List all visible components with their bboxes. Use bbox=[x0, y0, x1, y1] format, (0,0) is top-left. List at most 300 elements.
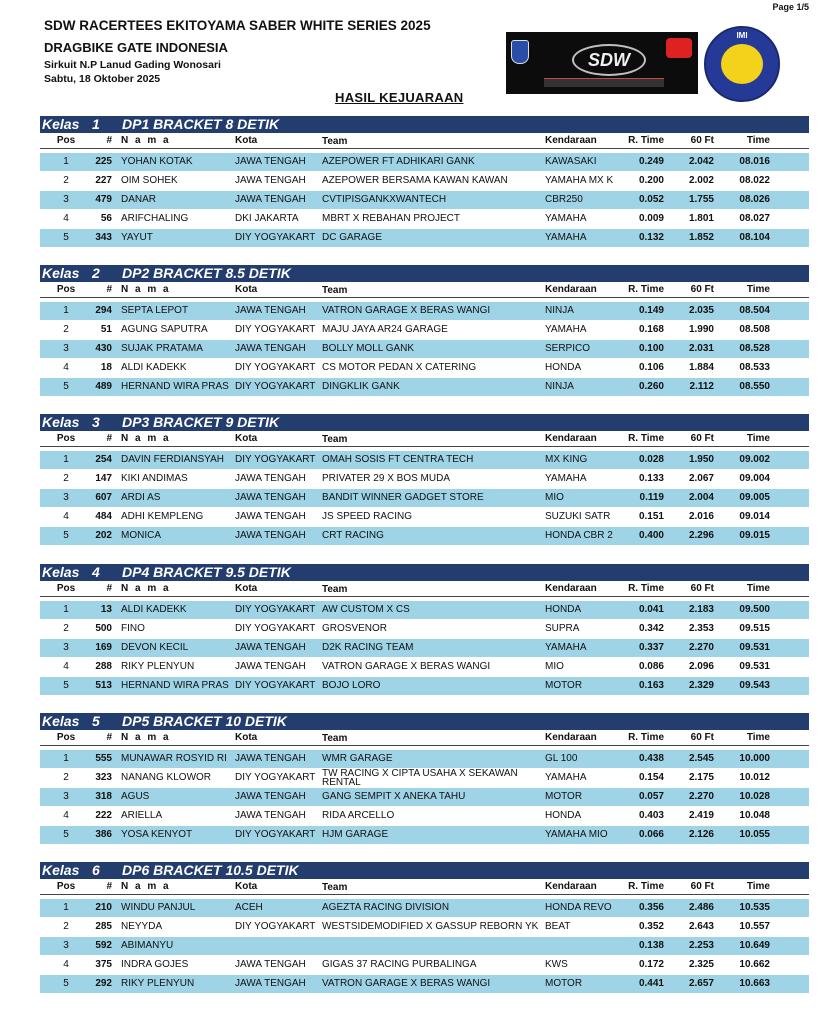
city-cell: DIY YOGYAKART bbox=[235, 324, 316, 335]
team-cell: BANDIT WINNER GADGET STORE bbox=[322, 492, 484, 503]
col-nama: N a m a bbox=[121, 732, 171, 743]
sixty-ft-cell: 2.067 bbox=[688, 473, 714, 484]
vehicle-cell: HONDA CBR 2 bbox=[545, 530, 613, 541]
sixty-ft-cell: 2.643 bbox=[688, 921, 714, 932]
number-cell: 292 bbox=[95, 978, 112, 989]
event-title: SDW RACERTEES EKITOYAMA SABER WHITE SERIES 2025 bbox=[44, 18, 431, 33]
col-team: Team bbox=[322, 882, 348, 893]
col-60ft: 60 Ft bbox=[690, 881, 714, 892]
reaction-time-cell: 0.009 bbox=[638, 213, 664, 224]
class-number: 5 bbox=[92, 713, 100, 729]
city-cell: DIY YOGYAKART bbox=[235, 362, 316, 373]
column-header-row bbox=[40, 879, 809, 895]
vehicle-cell: YAMAHA bbox=[545, 473, 587, 484]
class-name: DP2 BRACKET 8.5 DETIK bbox=[122, 265, 291, 281]
time-cell: 08.026 bbox=[739, 194, 770, 205]
city-cell: JAWA TENGAH bbox=[235, 661, 306, 672]
class-name: DP3 BRACKET 9 DETIK bbox=[122, 414, 280, 430]
pos-cell: 5 bbox=[63, 978, 69, 989]
city-cell: DIY YOGYAKART bbox=[235, 680, 316, 691]
col-pos: Pos bbox=[56, 583, 76, 594]
vehicle-cell: SUZUKI SATR bbox=[545, 511, 611, 522]
vehicle-cell: MOTOR bbox=[545, 978, 583, 989]
sixty-ft-cell: 2.329 bbox=[688, 680, 714, 691]
col-kendaraan: Kendaraan bbox=[545, 135, 597, 146]
team-cell: OMAH SOSIS FT CENTRA TECH bbox=[322, 454, 474, 465]
pos-cell: 5 bbox=[63, 829, 69, 840]
col-pos: Pos bbox=[56, 433, 76, 444]
city-cell: JAWA TENGAH bbox=[235, 194, 306, 205]
col-team: Team bbox=[322, 136, 348, 147]
reaction-time-cell: 0.438 bbox=[638, 753, 664, 764]
time-cell: 08.022 bbox=[739, 175, 770, 186]
time-cell: 08.550 bbox=[739, 381, 770, 392]
team-cell: GANG SEMPIT X ANEKA TAHU bbox=[322, 791, 466, 802]
table-row bbox=[40, 229, 809, 247]
col-number: # bbox=[106, 433, 112, 444]
number-cell: 210 bbox=[95, 902, 112, 913]
reaction-time-cell: 0.066 bbox=[638, 829, 664, 840]
time-cell: 09.005 bbox=[739, 492, 770, 503]
city-cell: DIY YOGYAKART bbox=[235, 921, 316, 932]
page-number: Page 1/5 bbox=[772, 2, 809, 12]
class-label: Kelas bbox=[42, 116, 80, 132]
col-nama: N a m a bbox=[121, 284, 171, 295]
sixty-ft-cell: 2.545 bbox=[688, 753, 714, 764]
table-row bbox=[40, 508, 809, 526]
class-header-bar bbox=[40, 414, 809, 431]
team-cell: JS SPEED RACING bbox=[322, 511, 413, 522]
team-cell: MBRT X REBAHAN PROJECT bbox=[322, 213, 460, 224]
name-cell: MUNAWAR ROSYID RI bbox=[121, 753, 227, 764]
sixty-ft-cell: 2.325 bbox=[688, 959, 714, 970]
table-row bbox=[40, 677, 809, 695]
vehicle-cell: MIO bbox=[545, 492, 564, 503]
col-kota: Kota bbox=[235, 732, 258, 743]
reaction-time-cell: 0.441 bbox=[638, 978, 664, 989]
number-cell: 592 bbox=[95, 940, 112, 951]
pos-cell: 2 bbox=[63, 772, 69, 783]
city-cell: JAWA TENGAH bbox=[235, 343, 306, 354]
col-team: Team bbox=[322, 733, 348, 744]
sixty-ft-cell: 2.270 bbox=[688, 642, 714, 653]
sdw-sponsor-logo bbox=[506, 32, 698, 94]
table-row bbox=[40, 359, 809, 377]
sixty-ft-cell: 2.016 bbox=[688, 511, 714, 522]
col-time: Time bbox=[746, 583, 770, 594]
col-number: # bbox=[106, 135, 112, 146]
reaction-time-cell: 0.086 bbox=[638, 661, 664, 672]
column-header-row bbox=[40, 282, 809, 298]
time-cell: 08.504 bbox=[739, 305, 770, 316]
number-cell: 375 bbox=[95, 959, 112, 970]
event-venue: Sirkuit N.P Lanud Gading Wonosari bbox=[44, 59, 221, 71]
column-header-row bbox=[40, 133, 809, 149]
number-cell: 489 bbox=[95, 381, 112, 392]
reaction-time-cell: 0.133 bbox=[638, 473, 664, 484]
city-cell: DIY YOGYAKART bbox=[235, 604, 316, 615]
imi-logo-text: IMI bbox=[736, 31, 748, 40]
time-cell: 10.662 bbox=[739, 959, 770, 970]
name-cell: RIKY PLENYUN bbox=[121, 978, 195, 989]
table-row bbox=[40, 470, 809, 488]
time-cell: 08.104 bbox=[739, 232, 770, 243]
vehicle-cell: HONDA bbox=[545, 810, 582, 821]
sponsor-badge-icon bbox=[666, 38, 692, 58]
city-cell: DIY YOGYAKART bbox=[235, 623, 316, 634]
reaction-time-cell: 0.151 bbox=[638, 511, 664, 522]
table-row bbox=[40, 527, 809, 545]
name-cell: RIKY PLENYUN bbox=[121, 661, 195, 672]
sixty-ft-cell: 2.035 bbox=[688, 305, 714, 316]
city-cell: JAWA TENGAH bbox=[235, 305, 306, 316]
team-cell: DC GARAGE bbox=[322, 232, 383, 243]
table-row bbox=[40, 210, 809, 228]
table-row bbox=[40, 172, 809, 190]
team-cell: AZEPOWER FT ADHIKARI GANK bbox=[322, 156, 475, 167]
pos-cell: 4 bbox=[63, 213, 69, 224]
sixty-ft-cell: 1.755 bbox=[688, 194, 714, 205]
reaction-time-cell: 0.052 bbox=[638, 194, 664, 205]
team-cell: GIGAS 37 RACING PURBALINGA bbox=[322, 959, 477, 970]
reaction-time-cell: 0.154 bbox=[638, 772, 664, 783]
number-cell: 222 bbox=[95, 810, 112, 821]
time-cell: 09.531 bbox=[739, 661, 770, 672]
reaction-time-cell: 0.352 bbox=[638, 921, 664, 932]
table-row bbox=[40, 975, 809, 993]
sdw-logo-text: SDW bbox=[572, 44, 646, 76]
pos-cell: 3 bbox=[63, 791, 69, 802]
table-row bbox=[40, 620, 809, 638]
col-rtime: R. Time bbox=[628, 732, 664, 743]
number-cell: 288 bbox=[95, 661, 112, 672]
col-time: Time bbox=[746, 135, 770, 146]
table-row bbox=[40, 826, 809, 844]
table-row bbox=[40, 451, 809, 469]
class-number: 6 bbox=[92, 862, 100, 878]
number-cell: 147 bbox=[95, 473, 112, 484]
pos-cell: 4 bbox=[63, 810, 69, 821]
city-cell: DKI JAKARTA bbox=[235, 213, 299, 224]
reaction-time-cell: 0.403 bbox=[638, 810, 664, 821]
col-kendaraan: Kendaraan bbox=[545, 284, 597, 295]
pos-cell: 1 bbox=[63, 156, 69, 167]
class-label: Kelas bbox=[42, 564, 80, 580]
team-cell: AW CUSTOM X CS bbox=[322, 604, 410, 615]
column-header-row bbox=[40, 431, 809, 447]
col-kota: Kota bbox=[235, 583, 258, 594]
class-number: 4 bbox=[92, 564, 100, 580]
vehicle-cell: GL 100 bbox=[545, 753, 578, 764]
imi-emblem-icon bbox=[721, 44, 763, 84]
pos-cell: 2 bbox=[63, 623, 69, 634]
col-kota: Kota bbox=[235, 433, 258, 444]
class-name: DP5 BRACKET 10 DETIK bbox=[122, 713, 287, 729]
time-cell: 09.002 bbox=[739, 454, 770, 465]
col-kota: Kota bbox=[235, 135, 258, 146]
team-cell: AZEPOWER BERSAMA KAWAN KAWAN bbox=[322, 175, 508, 186]
col-rtime: R. Time bbox=[628, 881, 664, 892]
team-cell: PRIVATER 29 X BOS MUDA bbox=[322, 473, 450, 484]
class-header-bar bbox=[40, 713, 809, 730]
name-cell: DANAR bbox=[121, 194, 157, 205]
name-cell: AGUNG SAPUTRA bbox=[121, 324, 208, 335]
vehicle-cell: YAMAHA MIO bbox=[545, 829, 608, 840]
col-kendaraan: Kendaraan bbox=[545, 433, 597, 444]
number-cell: 202 bbox=[95, 530, 112, 541]
city-cell: JAWA TENGAH bbox=[235, 753, 306, 764]
vehicle-cell: YAMAHA bbox=[545, 213, 587, 224]
col-nama: N a m a bbox=[121, 135, 171, 146]
vehicle-cell: NINJA bbox=[545, 381, 574, 392]
col-time: Time bbox=[746, 881, 770, 892]
number-cell: 227 bbox=[95, 175, 112, 186]
reaction-time-cell: 0.132 bbox=[638, 232, 664, 243]
class-section bbox=[40, 414, 809, 542]
name-cell: NANANG KLOWOR bbox=[121, 772, 212, 783]
city-cell: JAWA TENGAH bbox=[235, 530, 306, 541]
table-row bbox=[40, 788, 809, 806]
pos-cell: 5 bbox=[63, 232, 69, 243]
city-cell: JAWA TENGAH bbox=[235, 959, 306, 970]
class-header-bar bbox=[40, 116, 809, 133]
name-cell: ARDI AS bbox=[121, 492, 161, 503]
name-cell: OIM SOHEK bbox=[121, 175, 178, 186]
sixty-ft-cell: 2.096 bbox=[688, 661, 714, 672]
col-number: # bbox=[106, 284, 112, 295]
sixty-ft-cell: 2.042 bbox=[688, 156, 714, 167]
team-cell: BOLLY MOLL GANK bbox=[322, 343, 415, 354]
time-cell: 09.515 bbox=[739, 623, 770, 634]
col-rtime: R. Time bbox=[628, 284, 664, 295]
name-cell: ARIELLA bbox=[121, 810, 163, 821]
sixty-ft-cell: 2.296 bbox=[688, 530, 714, 541]
name-cell: ARIFCHALING bbox=[121, 213, 189, 224]
city-cell: JAWA TENGAH bbox=[235, 492, 306, 503]
time-cell: 10.663 bbox=[739, 978, 770, 989]
sixty-ft-cell: 2.004 bbox=[688, 492, 714, 503]
number-cell: 254 bbox=[95, 454, 112, 465]
reaction-time-cell: 0.342 bbox=[638, 623, 664, 634]
class-number: 1 bbox=[92, 116, 100, 132]
number-cell: 169 bbox=[95, 642, 112, 653]
table-row bbox=[40, 191, 809, 209]
vehicle-cell: NINJA bbox=[545, 305, 574, 316]
col-nama: N a m a bbox=[121, 433, 171, 444]
team-cell: HJM GARAGE bbox=[322, 829, 389, 840]
pos-cell: 3 bbox=[63, 940, 69, 951]
table-row bbox=[40, 321, 809, 339]
time-cell: 09.531 bbox=[739, 642, 770, 653]
pos-cell: 1 bbox=[63, 902, 69, 913]
time-cell: 09.500 bbox=[739, 604, 770, 615]
number-cell: 51 bbox=[100, 324, 112, 335]
city-cell: JAWA TENGAH bbox=[235, 175, 306, 186]
city-cell: JAWA TENGAH bbox=[235, 642, 306, 653]
sixty-ft-cell: 2.175 bbox=[688, 772, 714, 783]
team-cell: VATRON GARAGE X BERAS WANGI bbox=[322, 305, 491, 316]
number-cell: 294 bbox=[95, 305, 112, 316]
reaction-time-cell: 0.149 bbox=[638, 305, 664, 316]
sponsor-strip bbox=[544, 78, 664, 87]
col-60ft: 60 Ft bbox=[690, 284, 714, 295]
class-label: Kelas bbox=[42, 414, 80, 430]
sixty-ft-cell: 1.884 bbox=[688, 362, 714, 373]
time-cell: 08.533 bbox=[739, 362, 770, 373]
time-cell: 09.014 bbox=[739, 511, 770, 522]
name-cell: WINDU PANJUL bbox=[121, 902, 196, 913]
city-cell: JAWA TENGAH bbox=[235, 810, 306, 821]
vehicle-cell: HONDA bbox=[545, 604, 582, 615]
vehicle-cell: SERPICO bbox=[545, 343, 591, 354]
number-cell: 607 bbox=[95, 492, 112, 503]
event-subtitle: DRAGBIKE GATE INDONESIA bbox=[44, 40, 228, 55]
class-name: DP6 BRACKET 10.5 DETIK bbox=[122, 862, 299, 878]
sixty-ft-cell: 2.112 bbox=[689, 381, 714, 392]
city-cell: JAWA TENGAH bbox=[235, 511, 306, 522]
class-header-bar bbox=[40, 862, 809, 879]
name-cell: ADHI KEMPLENG bbox=[121, 511, 204, 522]
vehicle-cell: MIO bbox=[545, 661, 564, 672]
vehicle-cell: YAMAHA MX K bbox=[545, 175, 614, 186]
class-header-bar bbox=[40, 265, 809, 282]
number-cell: 500 bbox=[95, 623, 112, 634]
pos-cell: 3 bbox=[63, 343, 69, 354]
time-cell: 10.055 bbox=[739, 829, 770, 840]
sixty-ft-cell: 1.852 bbox=[688, 232, 714, 243]
city-cell: ACEH bbox=[235, 902, 263, 913]
team-cell: CRT RACING bbox=[322, 530, 384, 541]
team-cell: DINGKLIK GANK bbox=[322, 381, 400, 392]
col-kendaraan: Kendaraan bbox=[545, 583, 597, 594]
team-cell: GROSVENOR bbox=[322, 623, 388, 634]
name-cell: INDRA GOJES bbox=[121, 959, 189, 970]
number-cell: 18 bbox=[100, 362, 112, 373]
name-cell: MONICA bbox=[121, 530, 161, 541]
class-name: DP4 BRACKET 9.5 DETIK bbox=[122, 564, 291, 580]
pos-cell: 5 bbox=[63, 680, 69, 691]
pos-cell: 1 bbox=[63, 604, 69, 615]
name-cell: FINO bbox=[121, 623, 145, 634]
name-cell: ALDI KADEKK bbox=[121, 362, 187, 373]
col-60ft: 60 Ft bbox=[690, 433, 714, 444]
vehicle-cell: BEAT bbox=[545, 921, 571, 932]
table-row bbox=[40, 153, 809, 171]
number-cell: 343 bbox=[95, 232, 112, 243]
reaction-time-cell: 0.172 bbox=[638, 959, 664, 970]
col-pos: Pos bbox=[56, 135, 76, 146]
sixty-ft-cell: 2.353 bbox=[688, 623, 714, 634]
number-cell: 56 bbox=[100, 213, 112, 224]
col-kota: Kota bbox=[235, 881, 258, 892]
col-60ft: 60 Ft bbox=[690, 583, 714, 594]
table-row bbox=[40, 340, 809, 358]
time-cell: 08.508 bbox=[739, 324, 770, 335]
shield-icon bbox=[511, 40, 529, 64]
col-nama: N a m a bbox=[121, 583, 171, 594]
name-cell: ABIMANYU bbox=[121, 940, 174, 951]
team-cell: AGEZTA RACING DIVISION bbox=[322, 902, 450, 913]
city-cell: DIY YOGYAKART bbox=[235, 232, 316, 243]
vehicle-cell: MX KING bbox=[545, 454, 588, 465]
pos-cell: 5 bbox=[63, 530, 69, 541]
col-kendaraan: Kendaraan bbox=[545, 881, 597, 892]
table-row bbox=[40, 956, 809, 974]
name-cell: YOHAN KOTAK bbox=[121, 156, 193, 167]
pos-cell: 4 bbox=[63, 661, 69, 672]
time-cell: 10.557 bbox=[739, 921, 770, 932]
team-cell: RIDA ARCELLO bbox=[322, 810, 395, 821]
sixty-ft-cell: 1.950 bbox=[688, 454, 714, 465]
pos-cell: 1 bbox=[63, 454, 69, 465]
vehicle-cell: HONDA bbox=[545, 362, 582, 373]
pos-cell: 1 bbox=[63, 305, 69, 316]
city-cell: JAWA TENGAH bbox=[235, 473, 306, 484]
reaction-time-cell: 0.168 bbox=[638, 324, 664, 335]
col-time: Time bbox=[746, 284, 770, 295]
time-cell: 09.004 bbox=[739, 473, 770, 484]
number-cell: 484 bbox=[95, 511, 112, 522]
team-cell: D2K RACING TEAM bbox=[322, 642, 414, 653]
col-rtime: R. Time bbox=[628, 583, 664, 594]
table-row bbox=[40, 918, 809, 936]
time-cell: 10.000 bbox=[739, 753, 770, 764]
time-cell: 09.015 bbox=[739, 530, 770, 541]
sixty-ft-cell: 2.253 bbox=[688, 940, 714, 951]
class-label: Kelas bbox=[42, 265, 80, 281]
col-time: Time bbox=[746, 433, 770, 444]
number-cell: 285 bbox=[95, 921, 112, 932]
pos-cell: 2 bbox=[63, 324, 69, 335]
sixty-ft-cell: 1.801 bbox=[688, 213, 714, 224]
city-cell: JAWA TENGAH bbox=[235, 978, 306, 989]
col-pos: Pos bbox=[56, 732, 76, 743]
table-row bbox=[40, 750, 809, 768]
class-number: 3 bbox=[92, 414, 100, 430]
col-number: # bbox=[106, 732, 112, 743]
reaction-time-cell: 0.100 bbox=[638, 343, 664, 354]
table-row bbox=[40, 601, 809, 619]
reaction-time-cell: 0.028 bbox=[638, 454, 664, 465]
col-kendaraan: Kendaraan bbox=[545, 732, 597, 743]
col-nama: N a m a bbox=[121, 881, 171, 892]
city-cell: DIY YOGYAKART bbox=[235, 454, 316, 465]
time-cell: 09.543 bbox=[739, 680, 770, 691]
col-rtime: R. Time bbox=[628, 433, 664, 444]
col-60ft: 60 Ft bbox=[690, 135, 714, 146]
reaction-time-cell: 0.041 bbox=[638, 604, 664, 615]
number-cell: 323 bbox=[95, 772, 112, 783]
team-cell: BOJO LORO bbox=[322, 680, 381, 691]
reaction-time-cell: 0.249 bbox=[638, 156, 664, 167]
vehicle-cell: YAMAHA bbox=[545, 772, 587, 783]
pos-cell: 2 bbox=[63, 921, 69, 932]
number-cell: 318 bbox=[95, 791, 112, 802]
col-team: Team bbox=[322, 285, 348, 296]
sixty-ft-cell: 2.002 bbox=[688, 175, 714, 186]
col-time: Time bbox=[746, 732, 770, 743]
time-cell: 08.016 bbox=[739, 156, 770, 167]
col-team: Team bbox=[322, 584, 348, 595]
team-cell: VATRON GARAGE X BERAS WANGI bbox=[322, 661, 491, 672]
name-cell: NEYYDA bbox=[121, 921, 163, 932]
name-cell: SUJAK PRATAMA bbox=[121, 343, 203, 354]
col-pos: Pos bbox=[56, 284, 76, 295]
vehicle-cell: YAMAHA bbox=[545, 232, 587, 243]
col-number: # bbox=[106, 881, 112, 892]
city-cell: DIY YOGYAKART bbox=[235, 381, 316, 392]
vehicle-cell: KAWASAKI bbox=[545, 156, 597, 167]
